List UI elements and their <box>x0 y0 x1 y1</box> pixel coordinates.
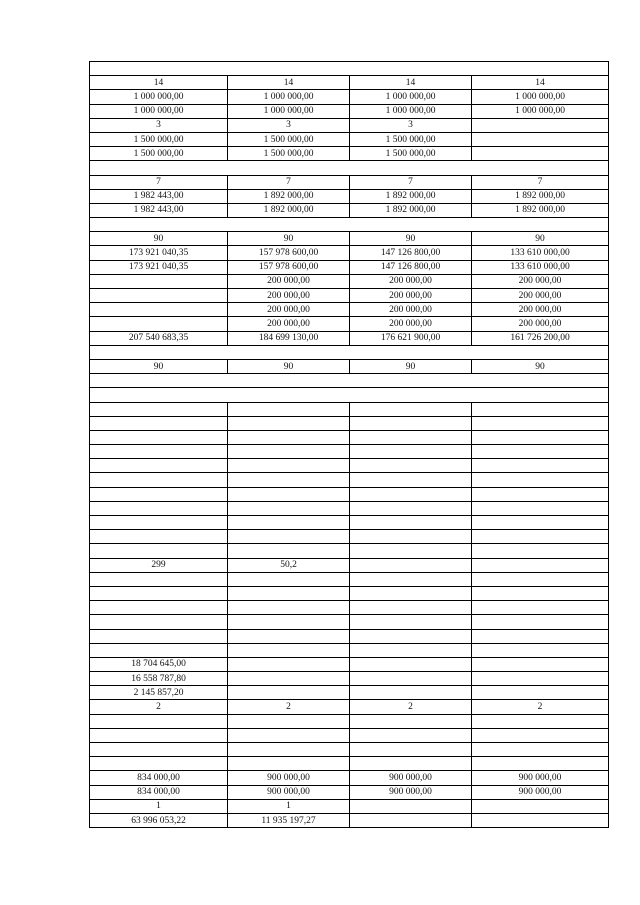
table-cell <box>228 586 350 600</box>
table-cell: 1 500 000,00 <box>350 132 472 146</box>
table-cell: 173 921 040,35 <box>90 246 228 260</box>
table-cell <box>228 402 350 416</box>
table-cell: 200 000,00 <box>472 317 609 331</box>
table-cell: 1 892 000,00 <box>350 189 472 203</box>
table-cell <box>350 586 472 600</box>
table-cell <box>472 572 609 586</box>
table-row <box>90 672 609 686</box>
table-row <box>90 76 609 90</box>
table-row <box>90 799 609 813</box>
table-cell <box>228 757 350 771</box>
table-cell: 7 <box>90 175 228 189</box>
table-row <box>90 629 609 643</box>
table-row <box>90 402 609 416</box>
table-cell <box>350 416 472 430</box>
table-cell: 90 <box>350 232 472 246</box>
table-row <box>90 530 609 544</box>
table-cell <box>228 629 350 643</box>
table-cell <box>350 501 472 515</box>
table-cell <box>228 672 350 686</box>
table-row <box>90 686 609 700</box>
table-cell <box>228 714 350 728</box>
table-section-row <box>90 62 609 76</box>
table-row <box>90 586 609 600</box>
table-cell: 90 <box>228 359 350 373</box>
table-cell <box>90 757 228 771</box>
table-cell: 3 <box>228 118 350 132</box>
table-cell <box>228 601 350 615</box>
table-cell <box>472 643 609 657</box>
table-cell: 147 126 800,00 <box>350 246 472 260</box>
table-cell: 1 982 443,00 <box>90 189 228 203</box>
table-cell <box>472 728 609 742</box>
table-cell: 200 000,00 <box>228 317 350 331</box>
table-cell <box>472 757 609 771</box>
table-cell <box>228 728 350 742</box>
table-cell: 207 540 683,35 <box>90 331 228 345</box>
table-cell <box>228 544 350 558</box>
table-cell <box>472 558 609 572</box>
table-cell: 1 000 000,00 <box>472 90 609 104</box>
table-cell <box>90 572 228 586</box>
table-cell <box>90 601 228 615</box>
table-cell <box>350 728 472 742</box>
table-cell: 157 978 600,00 <box>228 260 350 274</box>
table-cell <box>472 586 609 600</box>
table-section-row <box>90 218 609 232</box>
table-row <box>90 771 609 785</box>
table-cell <box>350 657 472 671</box>
table-cell: 200 000,00 <box>228 303 350 317</box>
table-cell: 157 978 600,00 <box>228 246 350 260</box>
table-cell <box>350 714 472 728</box>
table-cell <box>90 445 228 459</box>
table-cell <box>472 416 609 430</box>
table-cell <box>472 530 609 544</box>
table-cell: 2 <box>350 700 472 714</box>
table-cell <box>472 657 609 671</box>
table-cell: 18 704 645,00 <box>90 657 228 671</box>
table-cell: 200 000,00 <box>350 303 472 317</box>
table-cell: 1 000 000,00 <box>350 104 472 118</box>
table-cell: 90 <box>350 359 472 373</box>
table-cell <box>472 147 609 161</box>
table-cell: 133 610 000,00 <box>472 246 609 260</box>
table-cell: 7 <box>350 175 472 189</box>
table-cell <box>472 487 609 501</box>
table-cell: 1 <box>90 799 228 813</box>
table-cell <box>90 728 228 742</box>
table-row <box>90 615 609 629</box>
table-cell: 1 500 000,00 <box>350 147 472 161</box>
table-cell: 14 <box>90 76 228 90</box>
table-cell: 200 000,00 <box>472 274 609 288</box>
table-row <box>90 189 609 203</box>
table-cell: 900 000,00 <box>228 785 350 799</box>
table-cell <box>228 643 350 657</box>
table-cell: 299 <box>90 558 228 572</box>
table-row <box>90 558 609 572</box>
table-cell <box>350 558 472 572</box>
table-row <box>90 516 609 530</box>
table-cell <box>350 430 472 444</box>
table-cell <box>90 629 228 643</box>
table-cell <box>228 473 350 487</box>
table-cell <box>228 530 350 544</box>
table-row <box>90 147 609 161</box>
table-cell <box>228 459 350 473</box>
table-row <box>90 473 609 487</box>
table-row <box>90 572 609 586</box>
table-cell: 1 892 000,00 <box>472 189 609 203</box>
table-cell <box>90 586 228 600</box>
table-cell <box>90 487 228 501</box>
table-cell: 90 <box>90 232 228 246</box>
table-section-cell <box>90 161 609 175</box>
table-cell: 11 935 197,27 <box>228 813 350 827</box>
table-cell <box>90 459 228 473</box>
table-cell: 2 <box>472 700 609 714</box>
table-row <box>90 544 609 558</box>
table-row <box>90 232 609 246</box>
table-row <box>90 487 609 501</box>
table-cell: 900 000,00 <box>472 785 609 799</box>
table-row <box>90 416 609 430</box>
table-row <box>90 459 609 473</box>
table-cell <box>472 799 609 813</box>
table-section-cell <box>90 345 609 359</box>
table-cell <box>350 686 472 700</box>
table-cell: 1 500 000,00 <box>90 132 228 146</box>
table-cell: 900 000,00 <box>472 771 609 785</box>
table-cell <box>228 657 350 671</box>
financial-table-body <box>90 62 609 828</box>
table-cell <box>472 516 609 530</box>
table-cell <box>350 402 472 416</box>
table-cell <box>228 501 350 515</box>
table-cell: 200 000,00 <box>228 274 350 288</box>
table-cell <box>90 743 228 757</box>
table-row <box>90 743 609 757</box>
table-cell: 133 610 000,00 <box>472 260 609 274</box>
table-cell: 1 892 000,00 <box>228 189 350 203</box>
table-cell: 173 921 040,35 <box>90 260 228 274</box>
table-cell: 1 000 000,00 <box>90 90 228 104</box>
table-row <box>90 104 609 118</box>
table-cell <box>90 714 228 728</box>
table-cell <box>90 274 228 288</box>
table-cell <box>472 743 609 757</box>
table-cell <box>472 445 609 459</box>
table-cell <box>228 615 350 629</box>
table-cell <box>472 813 609 827</box>
table-cell: 200 000,00 <box>228 289 350 303</box>
table-cell: 3 <box>90 118 228 132</box>
table-cell <box>350 629 472 643</box>
table-section-row <box>90 345 609 359</box>
table-cell <box>228 743 350 757</box>
table-row <box>90 700 609 714</box>
table-cell: 50,2 <box>228 558 350 572</box>
table-cell <box>350 473 472 487</box>
table-cell: 90 <box>472 232 609 246</box>
financial-table <box>89 61 609 828</box>
table-row <box>90 331 609 345</box>
table-row <box>90 501 609 515</box>
table-cell <box>350 615 472 629</box>
table-cell: 16 558 787,80 <box>90 672 228 686</box>
table-cell: 1 000 000,00 <box>228 90 350 104</box>
table-cell <box>228 445 350 459</box>
table-cell <box>90 530 228 544</box>
table-cell <box>350 799 472 813</box>
table-cell: 200 000,00 <box>472 303 609 317</box>
table-cell: 200 000,00 <box>350 274 472 288</box>
table-cell <box>228 516 350 530</box>
table-cell <box>472 459 609 473</box>
table-cell: 1 500 000,00 <box>90 147 228 161</box>
table-cell: 1 000 000,00 <box>90 104 228 118</box>
table-cell <box>90 402 228 416</box>
table-row <box>90 728 609 742</box>
financial-table-sheet <box>89 61 608 828</box>
table-section-cell <box>90 62 609 76</box>
table-cell <box>90 615 228 629</box>
table-cell <box>90 501 228 515</box>
table-cell: 63 996 053,22 <box>90 813 228 827</box>
table-row <box>90 813 609 827</box>
table-row <box>90 657 609 671</box>
table-cell <box>90 289 228 303</box>
table-cell <box>472 672 609 686</box>
table-cell <box>90 643 228 657</box>
table-cell: 90 <box>228 232 350 246</box>
table-cell <box>228 686 350 700</box>
table-section-cell <box>90 374 609 388</box>
table-cell <box>90 473 228 487</box>
table-row <box>90 289 609 303</box>
table-row <box>90 118 609 132</box>
table-cell <box>472 629 609 643</box>
table-cell <box>350 743 472 757</box>
table-cell: 7 <box>228 175 350 189</box>
table-cell <box>472 118 609 132</box>
table-cell <box>350 516 472 530</box>
table-cell: 200 000,00 <box>350 317 472 331</box>
table-cell: 90 <box>90 359 228 373</box>
table-cell <box>350 487 472 501</box>
table-cell: 1 000 000,00 <box>472 104 609 118</box>
table-cell <box>350 572 472 586</box>
table-cell <box>472 686 609 700</box>
table-row <box>90 132 609 146</box>
table-cell <box>350 445 472 459</box>
table-cell <box>350 643 472 657</box>
table-cell: 161 726 200,00 <box>472 331 609 345</box>
table-cell: 7 <box>472 175 609 189</box>
table-cell <box>472 601 609 615</box>
table-cell <box>472 430 609 444</box>
table-row <box>90 601 609 615</box>
table-cell <box>472 615 609 629</box>
table-cell: 1 000 000,00 <box>228 104 350 118</box>
table-row <box>90 303 609 317</box>
table-cell: 176 621 900,00 <box>350 331 472 345</box>
table-cell <box>350 544 472 558</box>
table-cell: 184 699 130,00 <box>228 331 350 345</box>
table-cell <box>228 487 350 501</box>
table-cell <box>228 416 350 430</box>
table-cell: 14 <box>228 76 350 90</box>
table-section-row <box>90 374 609 388</box>
table-row <box>90 260 609 274</box>
table-row <box>90 757 609 771</box>
table-cell: 2 145 857,20 <box>90 686 228 700</box>
table-row <box>90 430 609 444</box>
table-cell: 1 892 000,00 <box>350 203 472 217</box>
table-cell: 900 000,00 <box>350 771 472 785</box>
table-cell <box>90 317 228 331</box>
table-cell <box>350 601 472 615</box>
table-cell <box>228 430 350 444</box>
table-row <box>90 203 609 217</box>
table-row <box>90 714 609 728</box>
table-cell: 834 000,00 <box>90 771 228 785</box>
table-row <box>90 90 609 104</box>
table-cell <box>472 544 609 558</box>
table-section-cell <box>90 388 609 402</box>
table-row <box>90 175 609 189</box>
table-cell <box>350 757 472 771</box>
table-cell <box>90 516 228 530</box>
table-cell: 1 892 000,00 <box>228 203 350 217</box>
table-cell: 2 <box>90 700 228 714</box>
table-cell: 90 <box>472 359 609 373</box>
table-row <box>90 246 609 260</box>
table-row <box>90 785 609 799</box>
table-cell <box>90 430 228 444</box>
table-cell: 200 000,00 <box>350 289 472 303</box>
table-row <box>90 643 609 657</box>
table-cell <box>90 303 228 317</box>
table-cell: 14 <box>472 76 609 90</box>
table-cell: 1 500 000,00 <box>228 147 350 161</box>
table-cell: 14 <box>350 76 472 90</box>
table-cell: 3 <box>350 118 472 132</box>
table-cell <box>350 530 472 544</box>
table-cell: 1 000 000,00 <box>350 90 472 104</box>
table-cell <box>472 132 609 146</box>
table-cell: 834 000,00 <box>90 785 228 799</box>
table-section-row <box>90 161 609 175</box>
table-row <box>90 274 609 288</box>
table-row <box>90 445 609 459</box>
table-section-row <box>90 388 609 402</box>
table-cell <box>350 813 472 827</box>
table-cell <box>90 544 228 558</box>
table-row <box>90 317 609 331</box>
table-cell <box>90 416 228 430</box>
table-cell: 900 000,00 <box>350 785 472 799</box>
table-cell: 147 126 800,00 <box>350 260 472 274</box>
table-cell: 1 982 443,00 <box>90 203 228 217</box>
table-cell: 1 892 000,00 <box>472 203 609 217</box>
table-cell <box>472 473 609 487</box>
table-cell <box>350 459 472 473</box>
table-cell: 900 000,00 <box>228 771 350 785</box>
table-cell <box>228 572 350 586</box>
table-row <box>90 359 609 373</box>
table-cell: 200 000,00 <box>472 289 609 303</box>
table-cell <box>472 714 609 728</box>
table-cell <box>472 501 609 515</box>
table-cell <box>350 672 472 686</box>
table-section-cell <box>90 218 609 232</box>
table-cell: 1 <box>228 799 350 813</box>
table-cell: 1 500 000,00 <box>228 132 350 146</box>
table-cell <box>472 402 609 416</box>
table-cell: 2 <box>228 700 350 714</box>
